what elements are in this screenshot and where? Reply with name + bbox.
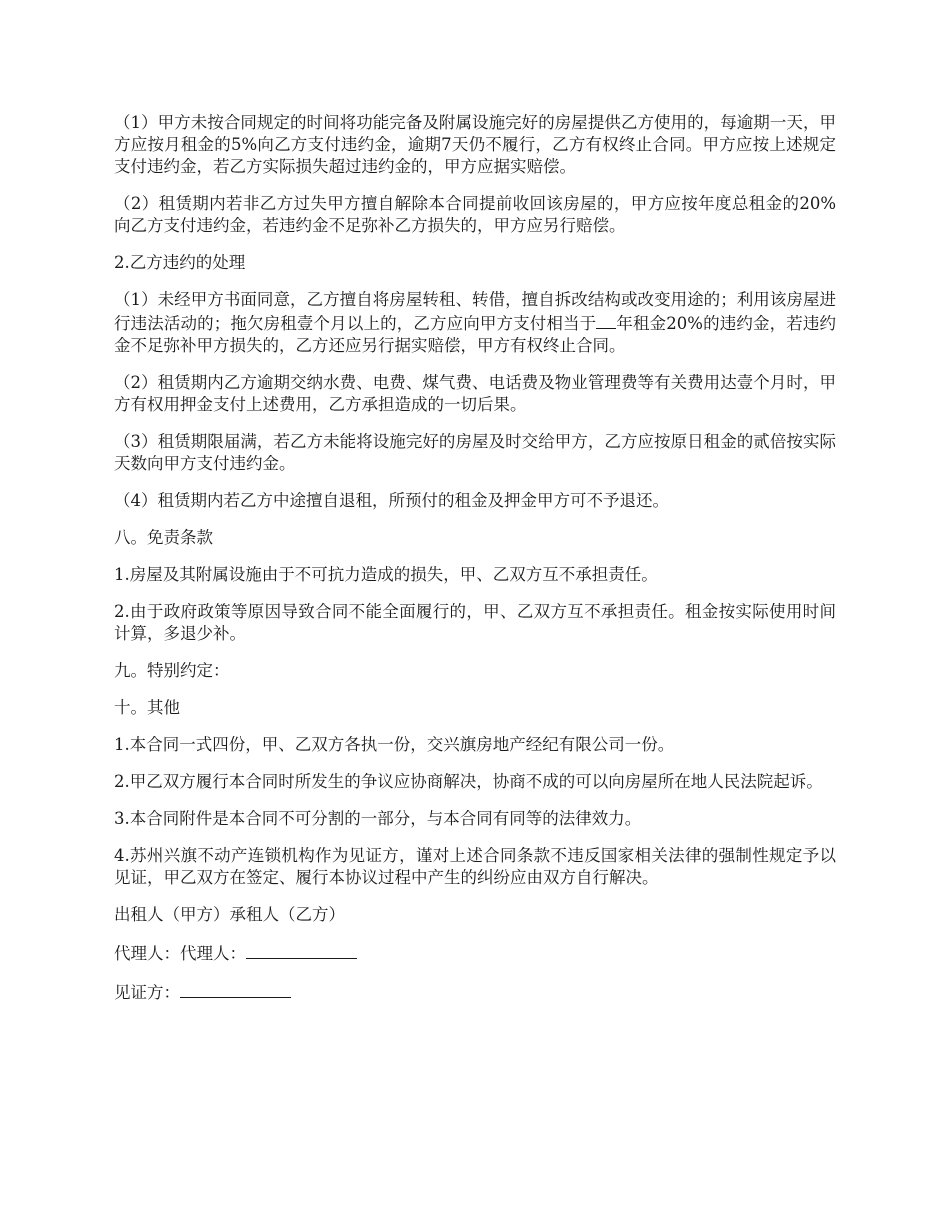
- section-tenant-breach-heading: 2.乙方违约的处理: [114, 253, 246, 272]
- blank-field: [596, 311, 616, 329]
- clause-force-majeure: 1.房屋及其附属设施由于不可抗力造成的损失，甲、乙双方互不承担责任。: [114, 565, 658, 584]
- signature-witness-label: 见证方：: [114, 983, 180, 1002]
- clause-policy: 2.由于政府政策等原因导致合同不能全面履行的，甲、乙双方互不承担责任。租金按实际使用时间计算，多退少补。: [114, 602, 836, 643]
- clause-landlord-terminate: （2）租赁期内若非乙方过失甲方擅自解除本合同提前收回该房屋的，甲方应按年度总租金的20%向乙方支付违约金，若违约金不足弥补乙方损失的，甲方应另行赔偿。: [114, 194, 836, 235]
- clause-tenant-sublet-part1: （1）未经甲方书面同意，乙方擅自将房屋转租、转借，擅自拆改结构或改变用途的；利用该房屋进行违法活动的；拖欠房租壹个月以上的，乙方应向甲方支付相当于: [114, 290, 836, 333]
- clause-attachments: 3.本合同附件是本合同不可分割的一部分，与本合同有同等的法律效力。: [114, 809, 642, 828]
- clause-tenant-fees: （2）租赁期内乙方逾期交纳水费、电费、煤气费、电话费及物业管理费等有关费用达壹个月时，甲方有权用押金支付上述费用，乙方承担造成的一切后果。: [114, 373, 836, 414]
- section-special-terms-heading: 九。特别约定：: [114, 661, 230, 680]
- clause-tenant-early-exit: （4）租赁期内若乙方中途擅自退租，所预付的租金及押金甲方可不予退还。: [114, 491, 669, 510]
- agent-blank-field: [246, 941, 357, 959]
- document-page: [114, 112, 836, 1019]
- section-force-majeure-heading: 八。免责条款: [114, 528, 213, 547]
- clause-tenant-sublet-part2: 年租金20%的违约金，若违约金不足弥补甲方损失的，乙方还应另行据实赔偿，甲方有权终止合同。: [114, 314, 836, 355]
- clause-disputes: 2.甲乙双方履行本合同时所发生的争议应协商解决，协商不成的可以向房屋所在地人民法院起诉。: [114, 772, 823, 791]
- clause-landlord-delay: （1）甲方未按合同规定的时间将功能完备及附属设施完好的房屋提供乙方使用的，每逾期一天，甲方应按月租金的5%向乙方支付违约金，逾期7天仍不履行，乙方有权终止合同。甲方应按上述规定支付违约金，若乙方实际损失超过违约金的，甲方应据实赔偿。: [114, 113, 836, 176]
- witness-blank-field: [180, 980, 291, 998]
- signature-agents-label: 代理人：代理人：: [114, 944, 246, 963]
- signature-witness: [114, 980, 836, 1004]
- clause-copies: 1.本合同一式四份，甲、乙双方各执一份，交兴旗房地产经纪有限公司一份。: [114, 735, 675, 754]
- signature-agents: [114, 941, 836, 965]
- signature-parties: 出租人（甲方）承租人（乙方）: [114, 905, 345, 924]
- clause-tenant-return: （3）租赁期限届满，若乙方未能将设施完好的房屋及时交给甲方，乙方应按原日租金的贰倍按实际天数向甲方支付违约金。: [114, 432, 836, 473]
- clause-tenant-sublet: [114, 289, 836, 357]
- section-other-heading: 十。其他: [114, 698, 180, 717]
- clause-witness: 4.苏州兴旗不动产连锁机构作为见证方，谨对上述合同条款不违反国家相关法律的强制性规定予以见证，甲乙双方在签定、履行本协议过程中产生的纠纷应由双方自行解决。: [114, 846, 836, 887]
